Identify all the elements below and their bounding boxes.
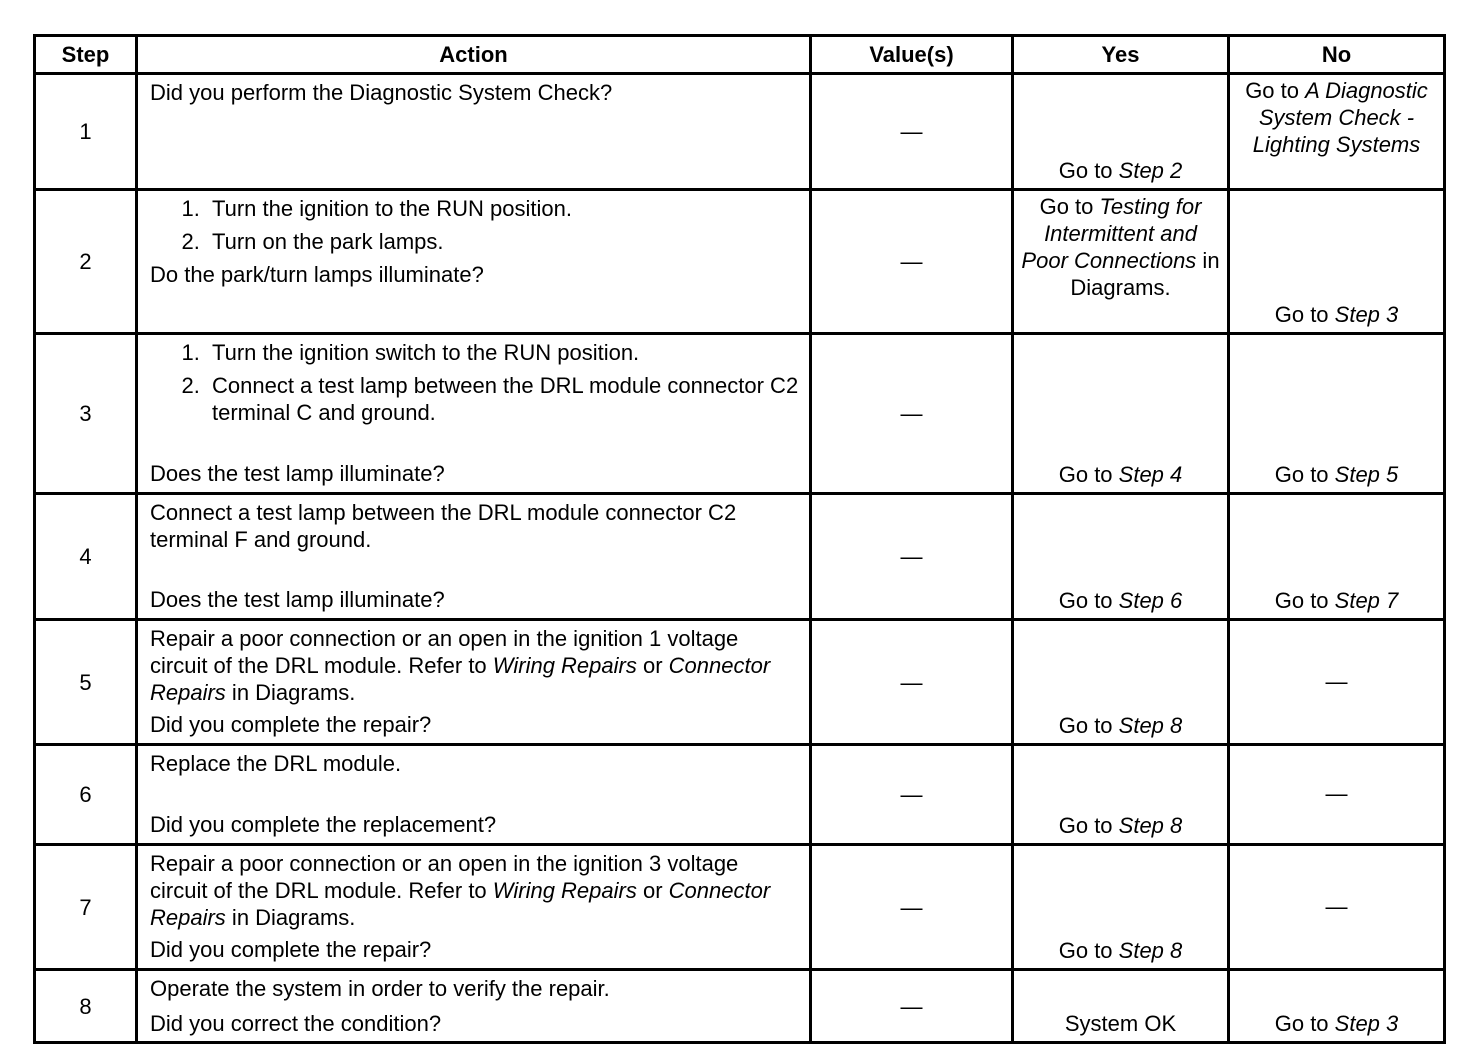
value-cell (811, 190, 1013, 334)
connector-repairs-link[interactable]: Connector Repairs (150, 878, 771, 930)
step-number: 4 (35, 494, 137, 620)
table-row (35, 970, 1445, 1043)
yes-prefix: Go to (1058, 158, 1119, 183)
dash-mark: — (1325, 893, 1348, 919)
dash-mark: — (1325, 781, 1348, 806)
action-text: Operate the system in order to verify the repair. (150, 976, 610, 1001)
no-prefix: Go to (1274, 1011, 1335, 1036)
no-prefix: Go to (1274, 302, 1335, 327)
action-text: Did you perform the Diagnostic System Check? (150, 80, 613, 105)
no-cell (1229, 970, 1445, 1043)
value-cell (811, 334, 1013, 494)
yes-prefix: Go to (1058, 588, 1119, 613)
yes-cell (1013, 970, 1229, 1043)
yes-cell (1013, 745, 1229, 845)
yes-link[interactable]: Step 8 (1118, 813, 1183, 838)
action-question: Do the park/turn lamps illuminate? (150, 262, 484, 287)
yes-prefix: Go to (1058, 938, 1119, 963)
yes-link[interactable]: Step 8 (1118, 938, 1183, 963)
no-cell (1229, 190, 1445, 334)
yes-cell (1013, 190, 1229, 334)
action-cell (137, 190, 811, 334)
table-row (35, 494, 1445, 620)
no-link[interactable]: Step 7 (1334, 588, 1399, 613)
action-question: Does the test lamp illuminate? (150, 587, 445, 612)
yes-link[interactable]: Step 6 (1118, 588, 1183, 613)
substep-item: 2. Connect a test lamp between the DRL module connector C2 terminal C and ground. (206, 372, 801, 426)
action-connector: or (636, 653, 669, 678)
dash-mark: — (900, 782, 923, 807)
no-link[interactable]: A Diagnostic System Check - Lighting Systems (1252, 78, 1428, 157)
yes-link[interactable]: Testing for Intermittent and Poor Connections (1021, 194, 1202, 273)
action-cell (137, 334, 811, 494)
action-text: Repair a poor connection or an open in the ignition 1 voltage circuit of the DRL module. Refer to (150, 626, 739, 678)
action-paragraph (150, 625, 801, 706)
no-cell (1229, 745, 1445, 845)
no-prefix: Go to (1245, 78, 1306, 103)
wiring-repairs-link[interactable]: Wiring Repairs (492, 878, 637, 903)
dash-mark: — (900, 894, 923, 920)
header-action: Action (137, 36, 811, 74)
action-cell (137, 745, 811, 845)
action-connector: or (636, 878, 669, 903)
yes-cell (1013, 494, 1229, 620)
substep-item: 2. Turn on the park lamps. (206, 228, 801, 255)
action-question: Did you complete the repair? (150, 937, 432, 962)
table-row (35, 620, 1445, 745)
yes-cell (1013, 845, 1229, 970)
value-cell (811, 845, 1013, 970)
yes-prefix: Go to (1058, 713, 1119, 738)
yes-link[interactable]: Step 2 (1118, 158, 1183, 183)
dash-mark: — (1325, 668, 1348, 694)
action-question: Did you complete the replacement? (150, 812, 497, 837)
step-number: 5 (35, 620, 137, 745)
value-cell (811, 620, 1013, 745)
yes-prefix: Go to (1058, 462, 1119, 487)
dash-mark: — (900, 249, 923, 274)
no-link[interactable]: Step 3 (1334, 302, 1399, 327)
no-cell (1229, 845, 1445, 970)
table-row (35, 745, 1445, 845)
substep-list (150, 195, 801, 255)
action-cell (137, 494, 811, 620)
no-prefix: Go to (1274, 588, 1335, 613)
dash-mark: — (900, 669, 923, 695)
action-cell (137, 970, 811, 1043)
action-paragraph (150, 850, 801, 931)
yes-link[interactable]: Step 4 (1118, 462, 1183, 487)
header-values: Value(s) (811, 36, 1013, 74)
yes-suffix: in Diagrams. (1070, 248, 1220, 300)
wiring-repairs-link[interactable]: Wiring Repairs (492, 653, 637, 678)
yes-link[interactable]: Step 8 (1118, 713, 1183, 738)
substep-item: 1. Turn the ignition to the RUN position. (206, 195, 801, 222)
table-row (35, 190, 1445, 334)
value-cell (811, 745, 1013, 845)
header-no: No (1229, 36, 1445, 74)
dash-mark: — (900, 119, 923, 144)
yes-cell (1013, 74, 1229, 190)
no-cell (1229, 334, 1445, 494)
action-tail: in Diagrams. (225, 905, 356, 930)
action-text: Connect a test lamp between the DRL module connector C2 terminal F and ground. (150, 500, 737, 552)
action-cell (137, 620, 811, 745)
value-cell (811, 970, 1013, 1043)
table-row (35, 845, 1445, 970)
action-question: Does the test lamp illuminate? (150, 461, 445, 486)
table-row (35, 334, 1445, 494)
action-text: Replace the DRL module. (150, 751, 402, 776)
no-prefix: Go to (1274, 462, 1335, 487)
yes-result: System OK (1064, 1011, 1177, 1036)
yes-prefix: Go to (1039, 194, 1100, 219)
step-number: 7 (35, 845, 137, 970)
no-cell (1229, 494, 1445, 620)
dash-mark: — (900, 993, 923, 1019)
table-row (35, 74, 1445, 190)
no-cell (1229, 620, 1445, 745)
dash-mark: — (900, 401, 923, 426)
action-tail: in Diagrams. (225, 680, 356, 705)
step-number: 1 (35, 74, 137, 190)
header-row (35, 36, 1445, 74)
yes-prefix: Go to (1058, 813, 1119, 838)
step-number: 8 (35, 970, 137, 1043)
action-question: Did you complete the repair? (150, 712, 432, 737)
dash-mark: — (900, 544, 923, 569)
action-question: Did you correct the condition? (150, 1011, 442, 1036)
action-text: Repair a poor connection or an open in the ignition 3 voltage circuit of the DRL module. Refer to (150, 851, 739, 903)
header-step: Step (35, 36, 137, 74)
connector-repairs-link[interactable]: Connector Repairs (150, 653, 771, 705)
no-cell (1229, 74, 1445, 190)
value-cell (811, 494, 1013, 620)
step-number: 3 (35, 334, 137, 494)
yes-cell (1013, 620, 1229, 745)
diagnostic-table (33, 34, 1446, 1044)
no-link[interactable]: Step 3 (1334, 1011, 1399, 1036)
step-number: 2 (35, 190, 137, 334)
action-cell (137, 74, 811, 190)
value-cell (811, 74, 1013, 190)
action-cell (137, 845, 811, 970)
step-number: 6 (35, 745, 137, 845)
yes-cell (1013, 334, 1229, 494)
substep-list (150, 339, 801, 432)
substep-item: 1. Turn the ignition switch to the RUN position. (206, 339, 801, 366)
no-link[interactable]: Step 5 (1334, 462, 1399, 487)
header-yes: Yes (1013, 36, 1229, 74)
